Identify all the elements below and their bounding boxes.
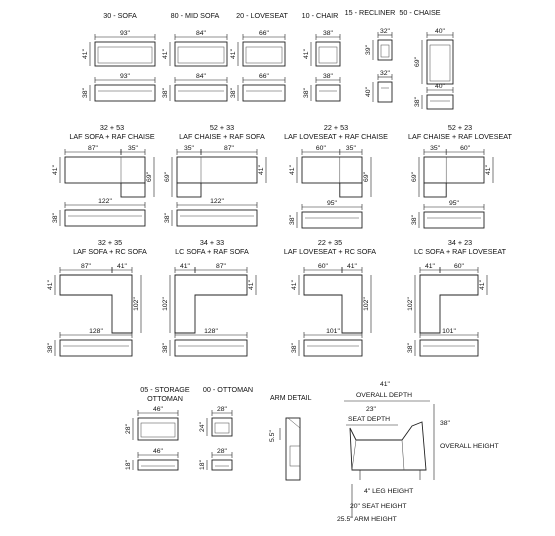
arm-height-label: 25.5" ARM HEIGHT	[337, 516, 397, 523]
s30-front	[95, 85, 155, 101]
l1-front-width-label: 128"	[89, 328, 103, 335]
l1-height-label: 38"	[47, 343, 54, 353]
l3-plan-w2-label: 41"	[347, 263, 357, 270]
c1-depth2-label: 69"	[146, 172, 153, 182]
l1-depth-label: 41"	[47, 280, 54, 290]
overall-depth-value: 41"	[380, 381, 390, 388]
l3-title-1: LAF LOVESEAT + RC SOFA	[283, 247, 377, 256]
seat-height-label: 20" SEAT HEIGHT	[350, 503, 407, 510]
overall-height-label: OVERALL HEIGHT	[440, 443, 499, 450]
l4-front-width-label: 101"	[442, 328, 456, 335]
l2-front	[175, 340, 247, 356]
l4-depth-label: 102"	[407, 297, 414, 311]
l4-title-0: 34 + 23	[447, 238, 473, 247]
c3-plan-w2-label: 35"	[345, 145, 356, 152]
c1-plan	[65, 157, 145, 183]
c4-plan-w1-label: 35"	[430, 145, 441, 152]
l4-plan	[420, 275, 478, 333]
s80-plan-width-label: 84"	[196, 30, 206, 37]
l3-front-width-label: 101"	[326, 328, 340, 335]
c4-title-1: LAF CHAISE + RAF LOVESEAT	[408, 132, 512, 141]
l3-plan-w1-label: 60"	[318, 263, 328, 270]
s15-height-label: 40"	[365, 87, 372, 97]
o05-plan-width-label: 46"	[153, 406, 163, 413]
s10-plan-width-label: 38"	[323, 30, 333, 37]
o05-title-1: OTTOMAN	[147, 394, 183, 403]
l2-depth2-label: 41"	[248, 280, 255, 290]
profile-seat	[350, 422, 426, 470]
l3-depth2-label: 102"	[363, 297, 370, 311]
c4-depth2-label: 41"	[485, 165, 492, 175]
c1-title-0: 32 + 53	[99, 123, 125, 132]
s50-depth-label: 69"	[414, 57, 421, 67]
c3-plan-w1-label: 60"	[315, 145, 326, 152]
o00-height-label: 18"	[199, 460, 206, 470]
s30-depth-label: 41"	[82, 49, 89, 59]
c3-chaise	[340, 183, 362, 197]
s30-plan-width-label: 93"	[120, 30, 130, 37]
c2-front	[177, 210, 257, 226]
c2-chaise	[177, 183, 201, 197]
s10-front-width-label: 38"	[323, 73, 333, 80]
s10-height-label: 38"	[303, 88, 310, 98]
c1-front-width-label: 122"	[98, 198, 112, 205]
overall-depth-label: OVERALL DEPTH	[356, 392, 413, 399]
c1-depth-label: 41"	[52, 165, 59, 175]
o05-height-label: 18"	[125, 460, 132, 470]
c4-plan-w2-label: 60"	[460, 145, 471, 152]
s20-front-width-label: 66"	[259, 73, 269, 80]
l4-depth2-label: 41"	[479, 280, 486, 290]
l1-plan	[60, 275, 132, 333]
c4-depth-label: 69"	[411, 172, 418, 182]
o00-title-0: 00 - OTTOMAN	[202, 385, 254, 394]
c3-title-1: LAF LOVESEAT + RAF CHAISE	[284, 132, 388, 141]
s10-title-0: 10 - CHAIR	[301, 11, 339, 20]
s80-plan	[175, 42, 227, 66]
o00-plan-width-label: 28"	[217, 406, 227, 413]
s30-title-0: 30 - SOFA	[103, 11, 137, 20]
l3-plan	[304, 275, 362, 333]
s80-title-0: 80 - MID SOFA	[170, 11, 220, 20]
c3-front-width-label: 95"	[327, 200, 337, 207]
leg-height-label: 4" LEG HEIGHT	[364, 488, 414, 495]
s50-title-0: 50 - CHAISE	[399, 8, 441, 17]
c2-title-1: LAF CHAISE + RAF SOFA	[179, 132, 265, 141]
l2-depth-label: 102"	[162, 297, 169, 311]
arm-detail-shape	[286, 418, 300, 480]
l2-plan-w1-label: 41"	[180, 263, 190, 270]
l1-title-1: LAF SOFA + RC SOFA	[73, 247, 147, 256]
c2-title-0: 52 + 33	[209, 123, 235, 132]
c2-front-width-label: 122"	[210, 198, 224, 205]
s10-depth-label: 41"	[303, 49, 310, 59]
l2-front-width-label: 128"	[204, 328, 218, 335]
l2-plan-w2-label: 87"	[216, 263, 226, 270]
l4-plan-w1-label: 41"	[425, 263, 435, 270]
l3-depth-label: 41"	[291, 280, 298, 290]
s20-plan-width-label: 66"	[259, 30, 269, 37]
l1-plan-w2-label: 41"	[117, 263, 127, 270]
s20-depth-label: 41"	[230, 49, 237, 59]
l4-plan-w2-label: 60"	[454, 263, 464, 270]
s20-front	[243, 85, 285, 101]
l4-height-label: 38"	[407, 343, 414, 353]
c4-plan	[424, 157, 484, 183]
o00-depth-label: 24"	[199, 422, 206, 432]
seat-depth-label: SEAT DEPTH	[348, 416, 391, 423]
s20-title-0: 20 - LOVESEAT	[236, 11, 288, 20]
o00-front	[212, 460, 232, 470]
s15-depth-label: 39"	[365, 45, 372, 55]
s20-height-label: 38"	[230, 88, 237, 98]
s50-front	[427, 95, 453, 109]
c4-chaise	[424, 183, 446, 197]
side-profile	[337, 381, 499, 523]
l2-title-1: LC SOFA + RAF SOFA	[175, 247, 249, 256]
o05-depth-label: 28"	[125, 424, 132, 434]
c4-title-0: 52 + 23	[447, 123, 473, 132]
o05-plan	[138, 418, 178, 440]
c2-plan	[177, 157, 257, 183]
l3-title-0: 22 + 35	[317, 238, 343, 247]
overall-height-value: 38"	[440, 420, 450, 427]
l2-height-label: 38"	[162, 343, 169, 353]
o00-front-width-label: 28"	[217, 448, 227, 455]
s15-front-width-label: 32"	[380, 70, 390, 77]
l3-height-label: 38"	[291, 343, 298, 353]
l2-title-0: 34 + 33	[199, 238, 225, 247]
c1-height-label: 38"	[52, 213, 59, 223]
c1-plan-w1-label: 87"	[88, 145, 98, 152]
s50-plan-width-label: 40"	[435, 28, 445, 35]
s20-plan	[243, 42, 285, 66]
s50-plan	[427, 40, 453, 84]
c1-plan-w2-label: 35"	[128, 145, 138, 152]
s15-plan-width-label: 32"	[380, 28, 390, 35]
c2-plan-w2-label: 87"	[224, 145, 234, 152]
s10-front	[316, 85, 340, 101]
c3-plan	[302, 157, 362, 183]
c2-depth-label: 69"	[164, 172, 171, 182]
s30-plan	[95, 42, 155, 66]
o05-title-0: 05 - STORAGE	[140, 385, 190, 394]
c3-height-label: 38"	[289, 215, 296, 225]
c3-title-0: 22 + 53	[323, 123, 349, 132]
c3-depth-label: 41"	[289, 165, 296, 175]
s30-front-width-label: 93"	[120, 73, 130, 80]
c1-title-1: LAF SOFA + RAF CHAISE	[69, 132, 155, 141]
arm-width-dim: 5.5"	[269, 430, 276, 442]
s30-height-label: 38"	[82, 88, 89, 98]
c2-plan-w1-label: 35"	[184, 145, 194, 152]
s15-title-0: 15 - RECLINER	[344, 8, 396, 17]
c2-height-label: 38"	[164, 213, 171, 223]
l4-title-1: LC SOFA + RAF LOVESEAT	[414, 247, 506, 256]
arm-detail	[269, 395, 312, 480]
l4-front	[420, 340, 478, 356]
l3-front	[304, 340, 362, 356]
o05-front-width-label: 46"	[153, 448, 163, 455]
s80-front	[175, 85, 227, 101]
arm-detail-label: ARM DETAIL	[270, 395, 312, 402]
c1-chaise	[121, 183, 145, 197]
c4-front	[424, 212, 484, 228]
o05-front	[138, 460, 178, 470]
s80-depth-label: 41"	[162, 49, 169, 59]
l1-title-0: 32 + 35	[97, 238, 123, 247]
c3-depth2-label: 69"	[363, 172, 370, 182]
l1-plan-w1-label: 87"	[81, 263, 91, 270]
s80-front-width-label: 84"	[196, 73, 206, 80]
s50-front-width-label: 40"	[435, 83, 445, 90]
c4-front-width-label: 95"	[449, 200, 459, 207]
s80-height-label: 38"	[162, 88, 169, 98]
l1-depth2-label: 102"	[133, 297, 140, 311]
c4-height-label: 38"	[411, 215, 418, 225]
c3-front	[302, 212, 362, 228]
l2-plan	[175, 275, 247, 333]
seat-depth-value: 23"	[366, 406, 376, 413]
s15-front	[378, 82, 392, 102]
c2-depth2-label: 41"	[258, 165, 265, 175]
s10-plan	[316, 42, 340, 66]
c1-front	[65, 210, 145, 226]
l1-front	[60, 340, 132, 356]
s50-height-label: 38"	[414, 97, 421, 107]
